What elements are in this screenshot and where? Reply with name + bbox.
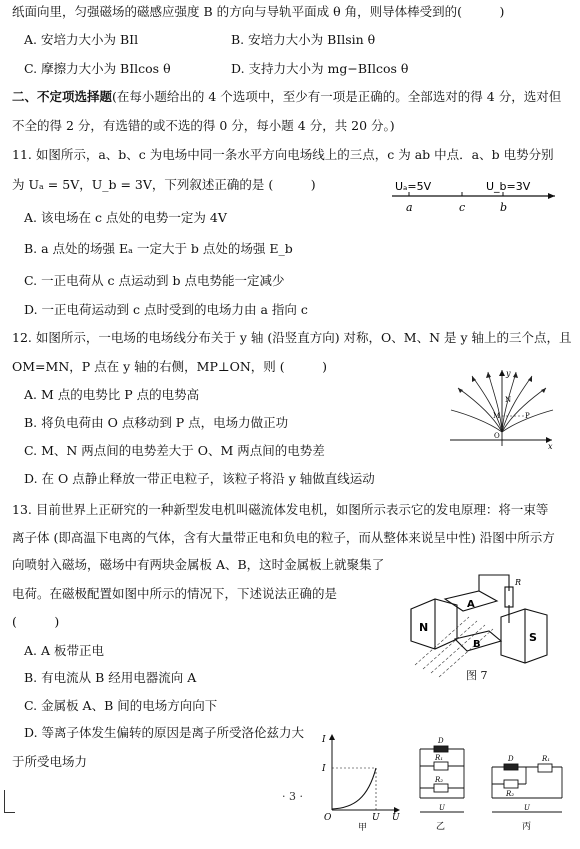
q11-label-b: b bbox=[500, 201, 508, 214]
q10-option-d: D. 支持力大小为 mg−BIlcos θ bbox=[231, 61, 409, 76]
q12-option-b: B. 将负电荷由 O 点移动到 P 点，电场力做正功 bbox=[24, 415, 289, 430]
q10-option-c: C. 摩擦力大小为 BIlcos θ bbox=[24, 61, 171, 76]
q12-label-x: x bbox=[548, 442, 553, 450]
q13-label-s: S bbox=[529, 631, 537, 644]
q12-label-o: O bbox=[494, 432, 500, 440]
q13-stem-line4: 电荷。在磁极配置如图中所示的情况下，下述说法正确的是 bbox=[12, 586, 338, 601]
q11-label-a: a bbox=[406, 201, 413, 214]
q12-option-d: D. 在 O 点静止释放一带正电粒子，该粒子将沿 y 轴做直线运动 bbox=[24, 471, 375, 486]
jia-caption: 甲 bbox=[358, 823, 368, 832]
jia-label-i-value: I bbox=[322, 764, 326, 774]
q13-option-a: A. A 板带正电 bbox=[24, 643, 104, 658]
q11-label-c: c bbox=[459, 201, 466, 214]
jia-label-u1: U bbox=[372, 813, 380, 823]
yi-label-r2: R₂ bbox=[435, 776, 444, 784]
yi-label-r1: R₁ bbox=[435, 754, 444, 762]
bing-label-r1: R₁ bbox=[542, 755, 551, 763]
q11-option-a: A. 该电场在 c 点处的电势一定为 4V bbox=[24, 210, 227, 225]
bing-label-u: U bbox=[524, 804, 530, 812]
q12-label-n: N bbox=[505, 396, 512, 404]
figure-yi-circuit bbox=[412, 732, 472, 832]
q12-stem-line2: OM=MN，P 点在 y 轴的右侧，MP⊥ON，则 ( ) bbox=[12, 359, 328, 374]
yi-label-u: U bbox=[439, 804, 445, 812]
section2-title: 二、不定项选择题 bbox=[12, 89, 113, 104]
page-number: · 3 · bbox=[282, 790, 303, 803]
bing-label-r2: R₂ bbox=[506, 790, 515, 798]
q13-label-a: A bbox=[467, 599, 475, 610]
q12-option-a: A. M 点的电势比 P 点的电势高 bbox=[24, 387, 200, 402]
q13-label-b: B bbox=[473, 639, 481, 650]
q12-label-m: M bbox=[493, 412, 501, 420]
q12-option-c: C. M、N 两点间的电势差大于 O、M 两点间的电势差 bbox=[24, 443, 325, 458]
q10-stem: 纸面向里，匀强磁场的磁感应强度 B 的方向与导轨平面成 θ 角，则导体棒受到的( ) bbox=[12, 4, 505, 19]
q11-stem-line2: 为 Uₐ = 5V，U_b = 3V，下列叙述正确的是 ( ) bbox=[12, 177, 316, 192]
figure-bing-circuit bbox=[486, 732, 566, 832]
q13-option-b: B. 有电流从 B 经用电器流向 A bbox=[24, 670, 197, 685]
q12-label-p: P bbox=[525, 412, 530, 420]
q11-option-d: D. 一正电荷运动到 c 点时受到的电场力由 a 指向 c bbox=[24, 302, 308, 317]
q13-option-d-line2: 于所受电场力 bbox=[12, 754, 88, 769]
q13-option-d-line1: D. 等离子体发生偏转的原因是离子所受洛伦兹力大 bbox=[24, 725, 305, 740]
jia-label-u: U bbox=[392, 813, 400, 823]
yi-caption: 乙 bbox=[436, 822, 446, 832]
bing-caption: 丙 bbox=[522, 822, 532, 832]
bing-label-d: D bbox=[508, 755, 514, 763]
q13-figure-caption: 图 7 bbox=[466, 669, 488, 682]
jia-label-i: I bbox=[322, 735, 326, 745]
q13-option-c: C. 金属板 A、B 间的电场方向向下 bbox=[24, 698, 218, 713]
q11-option-b: B. a 点处的场强 Eₐ 一定大于 b 点处的场强 E_b bbox=[24, 241, 293, 256]
section2-line1 bbox=[12, 89, 561, 105]
q11-label-ua: Uₐ=5V bbox=[395, 180, 432, 193]
section2-desc: (在每小题给出的 4 个选项中，至少有一项是正确的。全部选对的得 4 分，选对但 bbox=[112, 89, 562, 104]
q10-option-a: A. 安培力大小为 BIl bbox=[24, 32, 139, 47]
q12-label-y: y bbox=[506, 369, 511, 378]
q13-stem-line1: 13. 目前世界上正研究的一种新型发电机叫磁流体发电机，如图所示表示它的发电原理：将一束等 bbox=[12, 502, 549, 517]
corner-mark bbox=[4, 790, 15, 813]
q13-stem-line5: ( ) bbox=[12, 614, 60, 629]
q12-stem-line1: 12. 如图所示，一电场的电场线分布关于 y 轴 (沿竖直方向) 对称，O、M、N 是 y 轴上的三个点，且 bbox=[12, 330, 572, 345]
q13-figure-mhd-generator bbox=[405, 565, 555, 685]
q12-figure-field-lines bbox=[448, 368, 556, 450]
q13-label-r: R bbox=[515, 578, 522, 587]
q11-label-ub: U_b=3V bbox=[486, 180, 531, 193]
figure-jia-iu-graph bbox=[318, 732, 402, 832]
jia-label-o: O bbox=[324, 813, 332, 823]
q11-option-c: C. 一正电荷从 c 点运动到 b 点电势能一定减少 bbox=[24, 273, 285, 288]
q13-stem-line3: 向喷射入磁场，磁场中有两块金属板 A、B，这时金属板上就聚集了 bbox=[12, 557, 385, 572]
q13-stem-line2: 离子体 (即高温下电离的气体，含有大量带正电和负电的粒子，而从整体来说呈中性) 沿图中所示方 bbox=[12, 530, 555, 545]
q11-stem-line1: 11. 如图所示，a、b、c 为电场中同一条水平方向电场线上的三点，c 为 ab 中点．a、b 电势分别 bbox=[12, 147, 554, 162]
q10-option-b: B. 安培力大小为 BIlsin θ bbox=[231, 32, 376, 47]
q11-figure-field-line bbox=[390, 178, 560, 218]
q13-label-n: N bbox=[419, 621, 429, 634]
section2-desc-line2: 不全的得 2 分，有选错的或不选的得 0 分，每小题 4 分，共 20 分。) bbox=[12, 118, 395, 133]
yi-label-d: D bbox=[438, 737, 444, 745]
